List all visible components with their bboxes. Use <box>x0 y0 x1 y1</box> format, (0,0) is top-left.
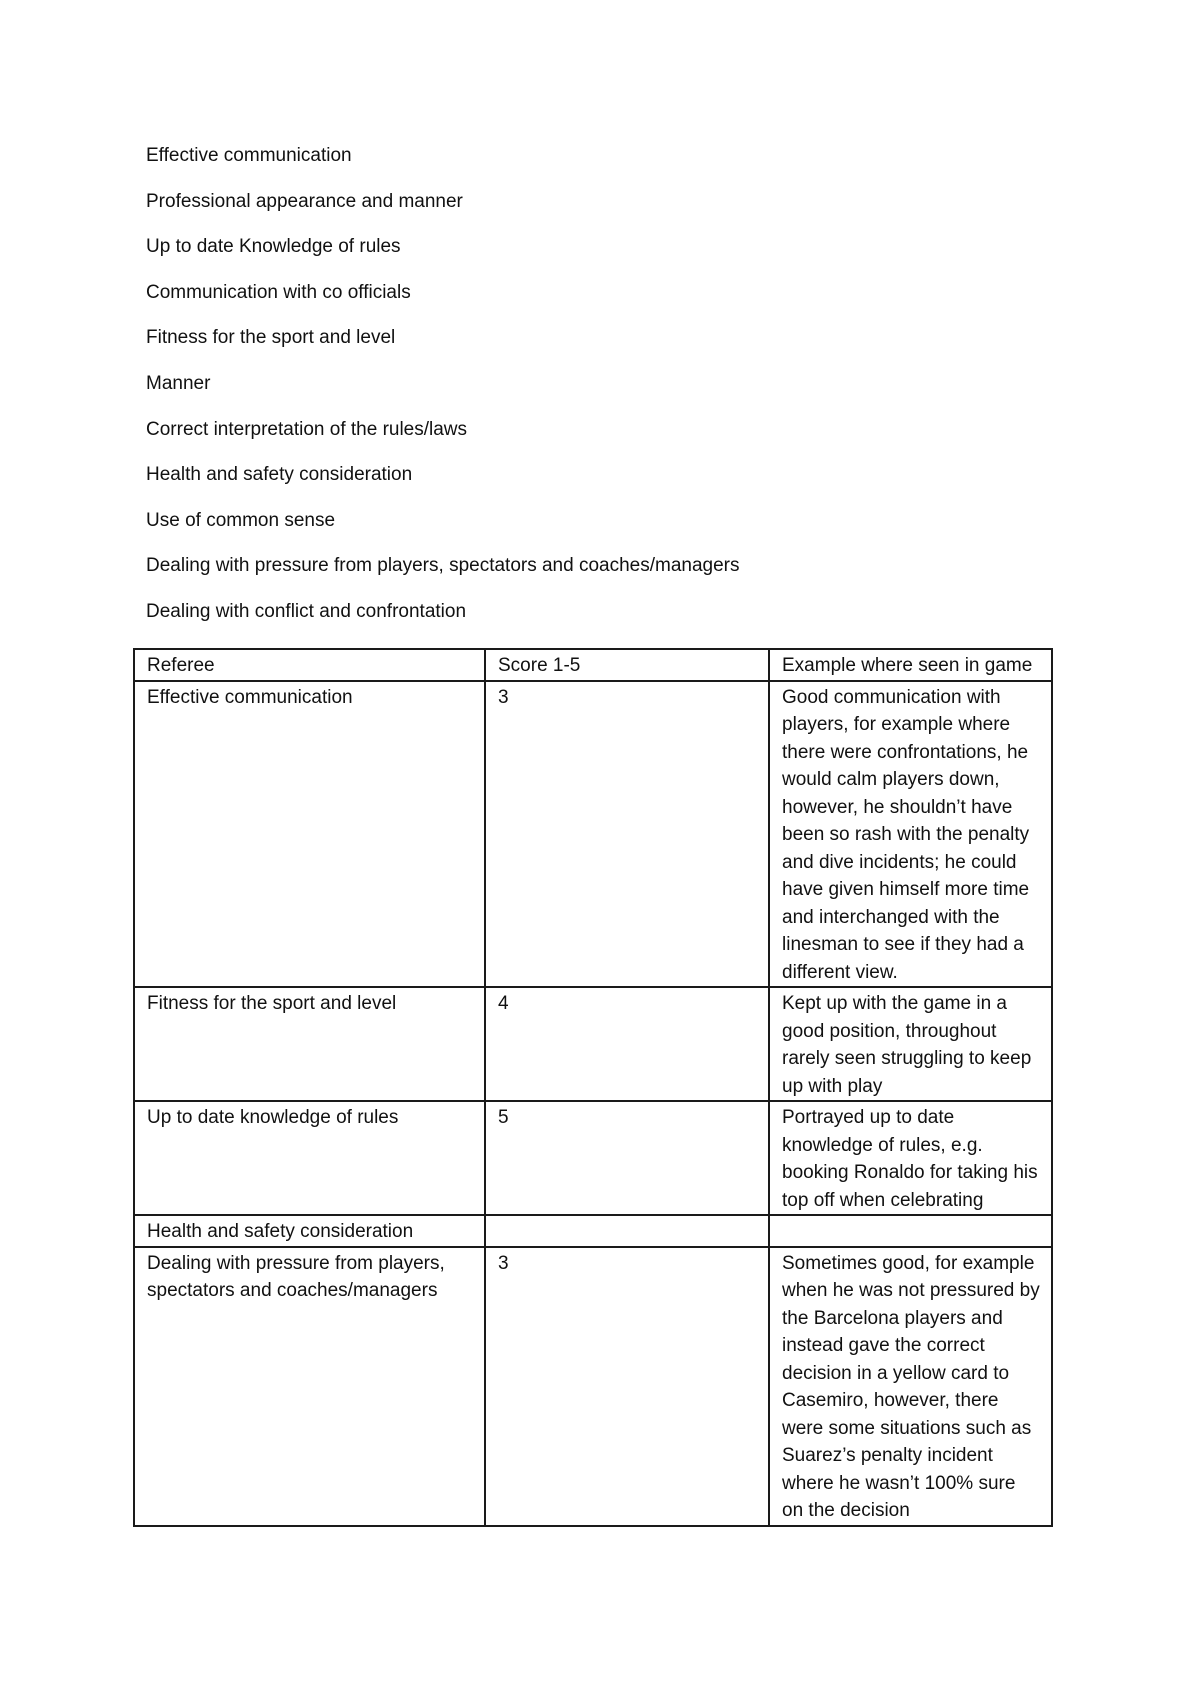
header-example: Example where seen in game <box>769 649 1052 681</box>
criteria-item: Fitness for the sport and level <box>146 327 396 349</box>
cell-criterion: Dealing with pressure from players, spectators and coaches/managers <box>134 1247 485 1526</box>
table-row <box>134 1101 1052 1215</box>
cell-score: 5 <box>485 1101 769 1215</box>
criteria-item: Health and safety consideration <box>146 464 413 486</box>
cell-example: Portrayed up to date knowledge of rules, e.g. booking Ronaldo for taking his top off when celebrating <box>769 1101 1052 1215</box>
criteria-item: Correct interpretation of the rules/laws <box>146 418 468 440</box>
criteria-item: Up to date Knowledge of rules <box>146 236 401 258</box>
criteria-list <box>146 145 1096 647</box>
table-header-row <box>134 649 1052 681</box>
cell-criterion: Up to date knowledge of rules <box>134 1101 485 1215</box>
cell-score: 3 <box>485 1247 769 1526</box>
referee-evaluation-table <box>133 648 1053 1527</box>
cell-example <box>769 1215 1052 1247</box>
cell-criterion: Fitness for the sport and level <box>134 987 485 1101</box>
criteria-item: Dealing with pressure from players, spectators and coaches/managers <box>146 555 740 577</box>
cell-score <box>485 1215 769 1247</box>
table-row <box>134 1215 1052 1247</box>
criteria-item: Use of common sense <box>146 509 336 531</box>
header-score: Score 1-5 <box>485 649 769 681</box>
criteria-item: Effective communication <box>146 145 352 166</box>
cell-score: 4 <box>485 987 769 1101</box>
header-referee: Referee <box>134 649 485 681</box>
table-row <box>134 681 1052 988</box>
cell-example: Sometimes good, for example when he was not pressured by the Barcelona players and instead gave the correct decision in a yellow card to Casemiro, however, there were some situations such as Suarez’s penalty incident where he wasn’t 100% sure on the decision <box>769 1247 1052 1526</box>
criteria-item: Communication with co officials <box>146 281 411 303</box>
criteria-item: Manner <box>146 372 211 394</box>
criteria-item: Professional appearance and manner <box>146 190 463 212</box>
table-row <box>134 1247 1052 1526</box>
cell-criterion: Health and safety consideration <box>134 1215 485 1247</box>
cell-score: 3 <box>485 681 769 988</box>
cell-criterion: Effective communication <box>134 681 485 988</box>
criteria-item: Dealing with conflict and confrontation <box>146 600 467 622</box>
table-row <box>134 987 1052 1101</box>
cell-example: Kept up with the game in a good position, throughout rarely seen struggling to keep up with play <box>769 987 1052 1101</box>
cell-example: Good communication with players, for example where there were confrontations, he would calm players down, however, he shouldn’t have been so rash with the penalty and dive incidents; he could have given himself more time and interchanged with the linesman to see if they had a different view. <box>769 681 1052 988</box>
